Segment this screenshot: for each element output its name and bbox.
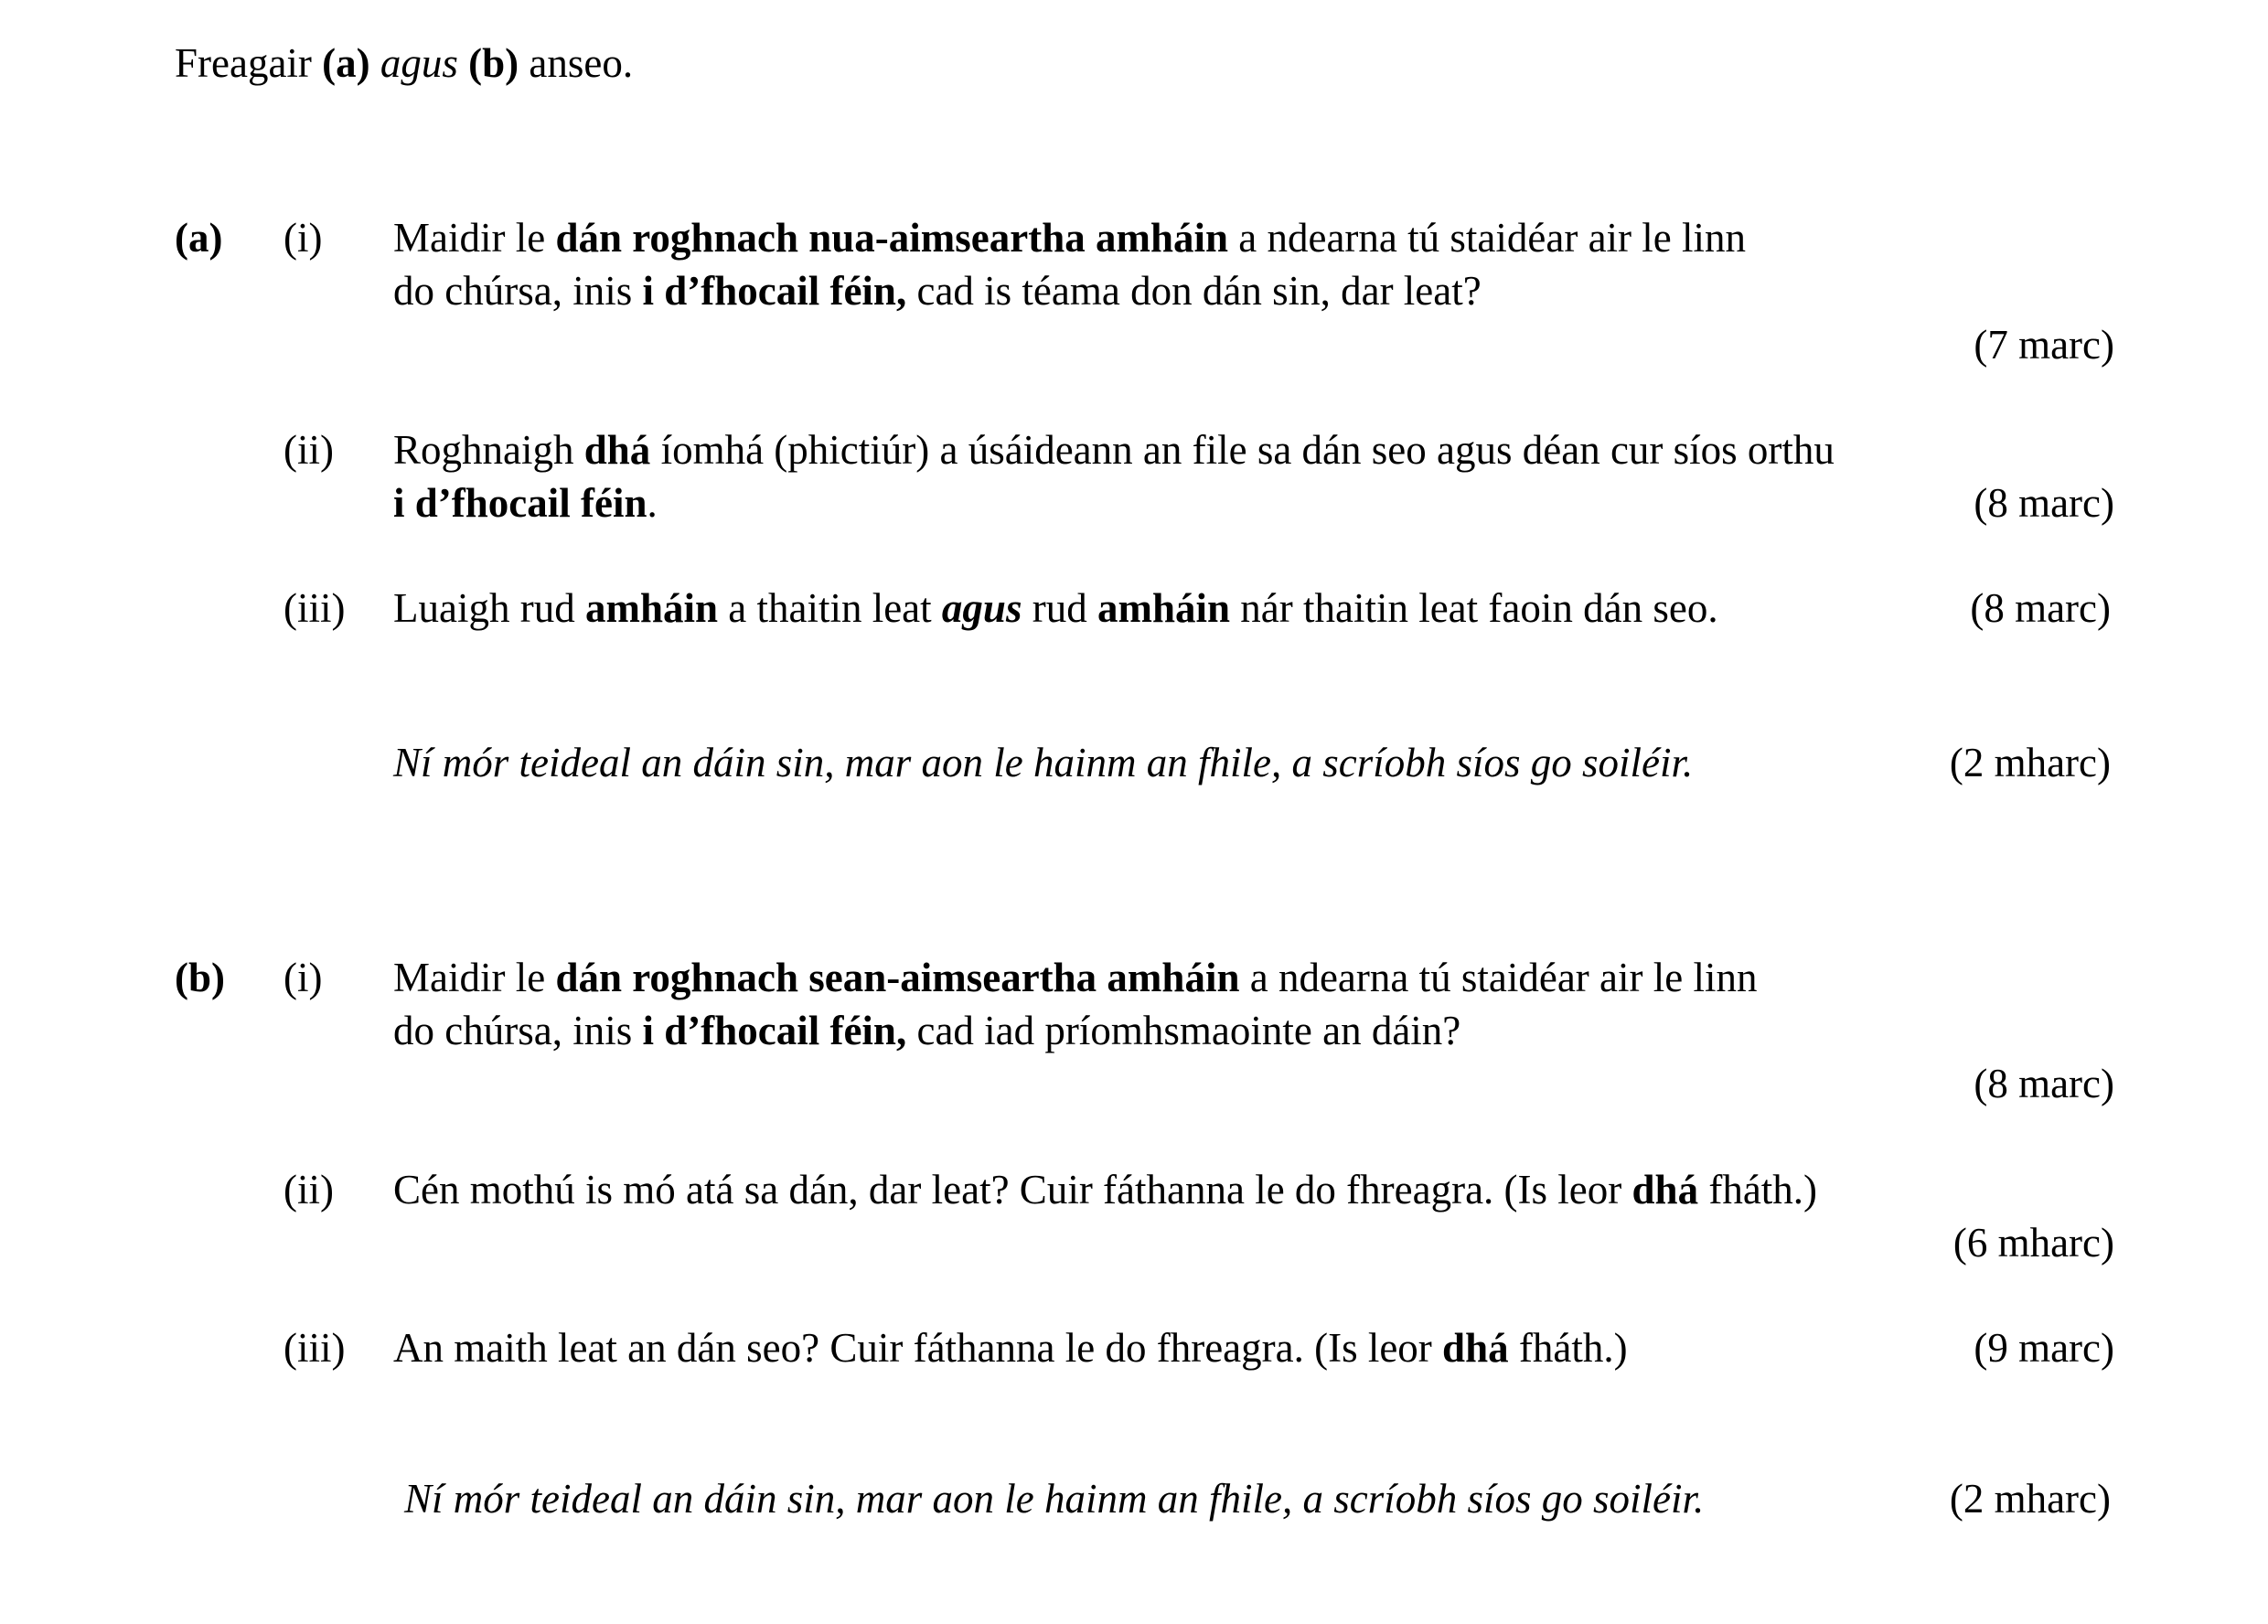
note-text: Ní mór teideal an dáin sin, mar aon le hainm an fhile, a scríobh síos go soiléir. [404,1476,1705,1522]
question-text-line: An maith leat an dán seo? Cuir fáthanna le do fhreagra. (Is leor dhá fháth.) [393,1325,1628,1371]
marks-label: (8 marc) [1974,1061,2114,1106]
question-text-line: do chúrsa, inis i d’fhocail féin, cad iad príomhsmaointe an dáin? [393,1008,1461,1053]
marks-label: (8 marc) [1974,480,2114,526]
question-number: (ii) [284,1167,334,1213]
question-text-line: i d’fhocail féin. [393,480,658,526]
question-text-line: Maidir le dán roghnach sean-aimseartha amháin a ndearna tú staidéar air le linn [393,955,1758,1000]
marks-label: (2 mharc) [1949,1476,2111,1522]
marks-label: (8 marc) [1970,585,2111,631]
marks-label: (6 mharc) [1952,1220,2114,1266]
note-text: Ní mór teideal an dáin sin, mar aon le hainm an fhile, a scríobh síos go soiléir. [393,740,1694,785]
marks-label: (2 mharc) [1949,740,2111,785]
marks-label: (7 marc) [1974,322,2114,368]
question-number: (i) [284,215,323,261]
section-a-label: (a) [175,215,223,261]
intro-instruction: Freagair (a) agus (b) anseo. [175,40,634,86]
question-text-line: Roghnaigh dhá íomhá (phictiúr) a úsáideann an file sa dán seo agus déan cur síos orthu [393,427,1835,473]
question-number: (iii) [284,1325,346,1371]
marks-label: (9 marc) [1974,1325,2114,1371]
question-number: (iii) [284,585,346,631]
question-text-line: Luaigh rud amháin a thaitin leat agus rud amháin nár thaitin leat faoin dán seo. [393,585,1718,631]
question-text-line: Maidir le dán roghnach nua-aimseartha amháin a ndearna tú staidéar air le linn [393,215,1747,261]
question-number: (ii) [284,427,334,473]
question-number: (i) [284,955,323,1000]
section-b-label: (b) [175,955,225,1000]
question-text-line: do chúrsa, inis i d’fhocail féin, cad is téama don dán sin, dar leat? [393,268,1482,314]
question-text-line: Cén mothú is mó atá sa dán, dar leat? Cuir fáthanna le do fhreagra. (Is leor dhá fháth.) [393,1167,1818,1213]
